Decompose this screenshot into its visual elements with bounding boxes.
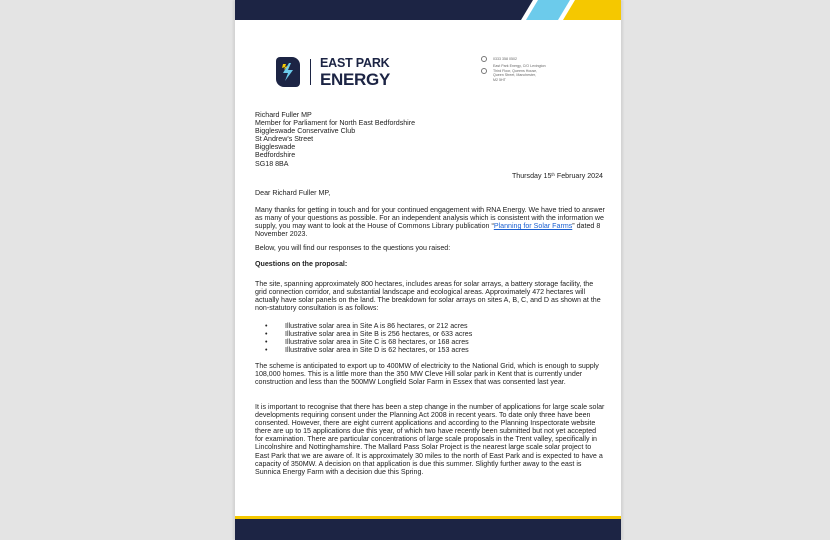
logo-line-2: ENERGY <box>320 69 390 89</box>
letter-date <box>512 172 603 180</box>
document-page <box>235 0 621 540</box>
recipient-title: Member for Parliament for North East Bedfordshire <box>255 119 416 128</box>
company-address <box>493 64 546 82</box>
recipient-postcode: SG18 8BA <box>255 159 289 168</box>
address-line: Third Floor, Queens House, <box>493 68 538 73</box>
list-item: • Illustrative solar area in Site A is 86 hectares, or 212 acres <box>255 322 605 330</box>
recipient-name: Richard Fuller MP <box>255 111 312 119</box>
phone-row <box>481 57 546 62</box>
phone-number: 0333 358 0502 <box>493 57 517 61</box>
date-day: Thursday 15 <box>511 172 552 180</box>
solar-area-list <box>255 322 605 354</box>
recipient-address <box>255 111 605 168</box>
paragraph-capacity: The scheme is anticipated to export up to 400MW of electricity to the National Grid, which is enough to supply 108,000 homes. This is a little more than the 350 MW Cleve Hill solar park in Kent that is currently under construction and less than the 500MW Longfield Solar Farm in Essex that was consented last year. <box>255 362 599 387</box>
list-item: • Illustrative solar area in Site C is 68 hectares, or 168 acres <box>255 338 605 346</box>
phone-icon <box>481 56 487 62</box>
address-line: East Park Energy, C/O Lexington <box>493 64 546 68</box>
logo-divider <box>310 59 311 85</box>
list-item: • Illustrative solar area in Site D is 62 hectares, or 153 acres <box>255 346 605 354</box>
letterhead-footer-band <box>235 516 621 540</box>
section-heading: Questions on the proposal: <box>255 260 348 268</box>
recipient-address-line: St Andrew's Street <box>255 135 314 144</box>
paragraph-site: The site, spanning approximately 800 hectares, includes areas for solar arrays, a battery storage facility, the grid connection corridor, and substantial landscape and ecological areas. Approximately 472 hectares will actually have solar panels on the land. The breakdown for solar arrays on sites A, B, C, and D as shown at the non-statutory consultation is as follows: <box>255 280 601 313</box>
date-ordinal: th <box>551 172 555 177</box>
list-item: • Illustrative solar area in Site B is 256 hectares, or 633 acres <box>255 330 605 338</box>
paragraph-responses-intro: Below, you will find our responses to the questions you raised: <box>255 244 451 252</box>
recipient-address-line: Biggleswade <box>255 143 296 152</box>
lightning-bolt-icon <box>276 57 300 87</box>
address-line: Queen Street, Manchester, <box>493 73 536 78</box>
paragraph-text: ” dated 8 November 2023. <box>255 222 601 239</box>
footer-accent-line <box>235 516 621 519</box>
date-month-year: February 2024 <box>554 172 603 180</box>
logo-wordmark <box>320 57 390 88</box>
company-logo <box>276 57 390 88</box>
planning-for-solar-farms-link[interactable]: Planning for Solar Farms <box>493 222 573 231</box>
paragraph-text: Many thanks for getting in touch and for your continued engagement with RNA Energy. We have tried to answer as many of your questions as possible. For an independent analysis which is consistent with the information we supply, you may want to look at the House of Commons Library publication “ <box>255 206 605 231</box>
paragraph-context: It is important to recognise that there has been a step change in the number of applications for large scale solar developments requiring consent under the Planning Act 2008 in recent years. To date only three have been consented. However, there are eight current applications and according to the Planning Inspectorate website there are up to 15 applications due this year, of which two have recently been submitted but not yet accepted for examination. There are particular concentrations of large scale proposals in the Trent valley, specifically in Lincolnshire and Nottinghamshire. The Mallard Pass Solar Project is the nearest large scale solar project to East Park that we are aware of. It is approximately 30 miles to the north of East Park and is expected to have a capacity of 350MW. A decision on that application is due this summer. Slightly further away to the east is Sunnica Energy Farm with a decision due this Spring. <box>255 403 605 476</box>
salutation: Dear Richard Fuller MP, <box>255 189 331 197</box>
address-row <box>481 64 546 82</box>
logo-line-1: EAST PARK <box>320 56 390 70</box>
letterhead-header-band <box>235 0 621 20</box>
paragraph-intro <box>255 206 605 238</box>
recipient-address-line: Biggleswade Conservative Club <box>255 127 356 136</box>
contact-details <box>481 57 546 84</box>
location-icon <box>481 68 487 74</box>
address-line: M2 5HT <box>493 77 506 82</box>
recipient-address-line: Bedfordshire <box>255 151 296 160</box>
